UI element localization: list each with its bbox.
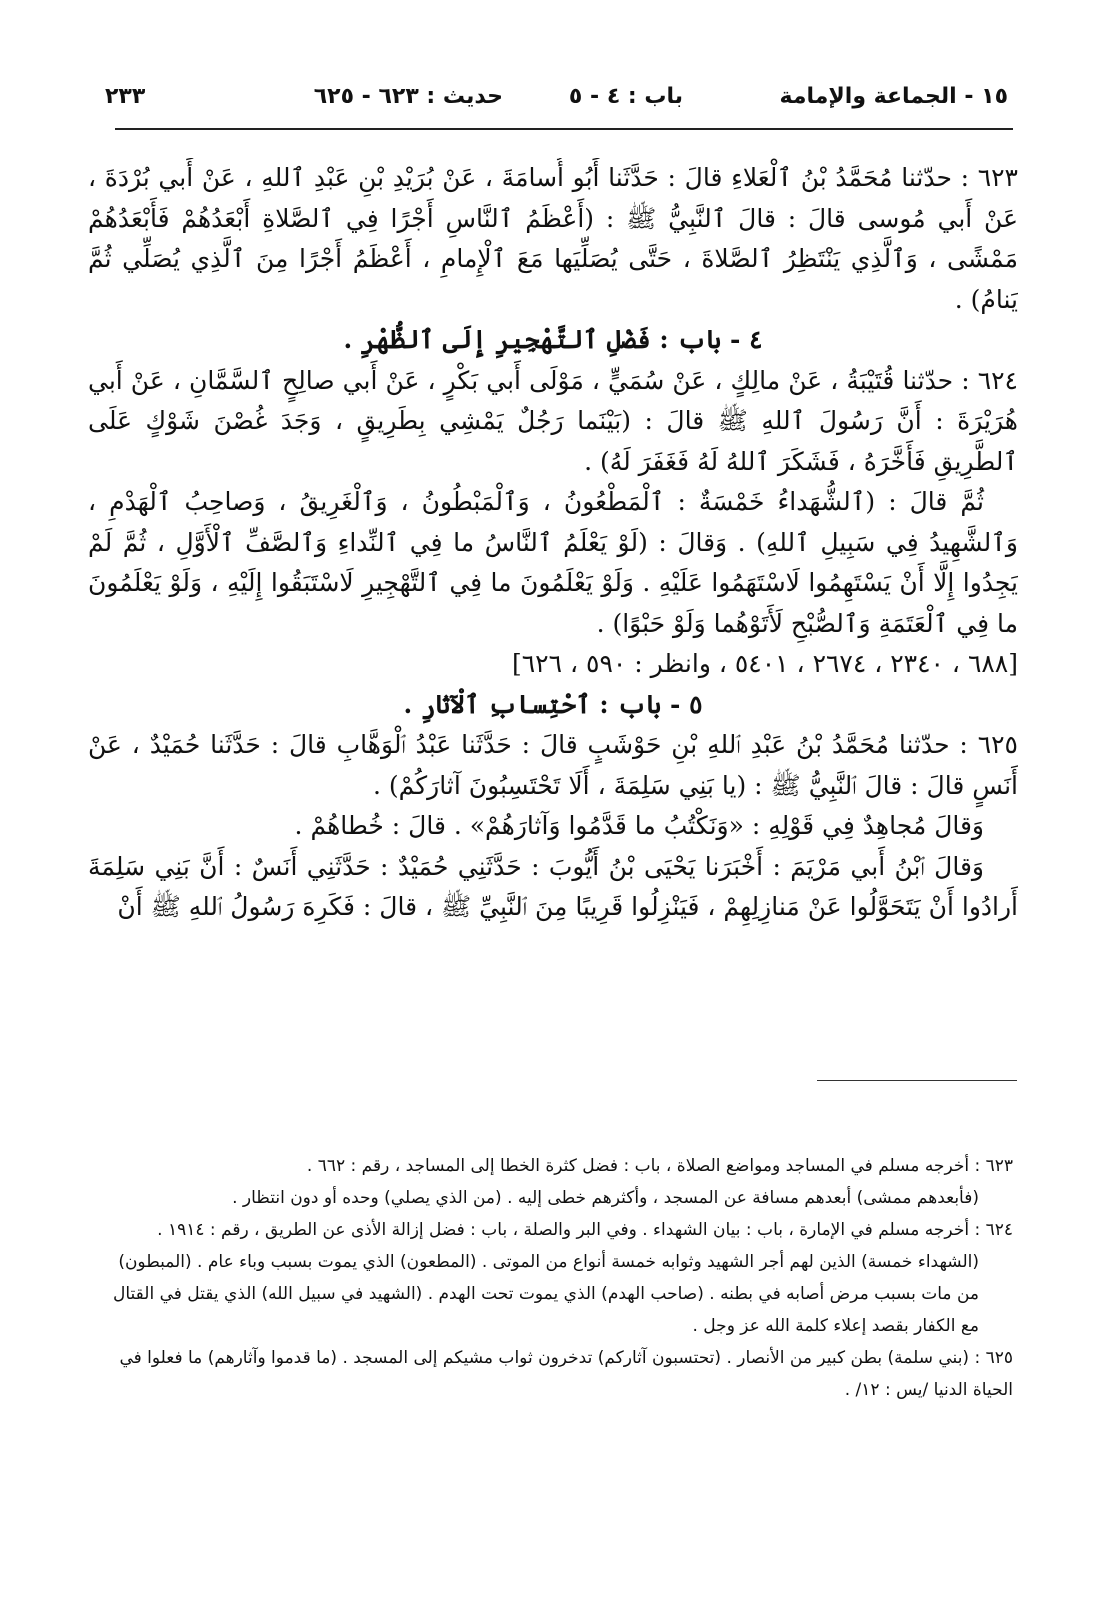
hadith-624-continuation: ثُمَّ قالَ : (ٱلشُّهَداءُ خَمْسَةٌ : ٱلْمَطْعُونُ ، وَٱلْمَبْطُونُ ، وَٱلْغَرِيقُ ، وَصاحِبُ ٱلْهَدْمِ ، وَٱلشَّهِيدُ فِي سَبِيلِ ٱللهِ) . وَقالَ : (لَوْ يَعْلَمُ ٱلنَّاسُ ما فِي ٱلنِّداءِ وَٱلصَّفِّ ٱلْأَوَّلِ ، ثُمَّ لَمْ يَجِدُوا إِلَّا أَنْ يَسْتَهِمُوا لَاسْتَهَمُوا عَلَيْهِ . وَلَوْ يَعْلَمُونَ ما فِي ٱلتَّهْجِيرِ لَاسْتَبَقُوا إِلَيْهِ ، وَلَوْ يَعْلَمُونَ ما فِي ٱلْعَتَمَةِ وَٱلصُّبْحِ لَأَتَوْهُما وَلَوْ حَبْوًا) . xyxy=(88,487,1018,638)
page-number: ٢٣٣ xyxy=(105,84,146,109)
chapter-title: ١٥ - الجماعة والإمامة xyxy=(779,84,1008,109)
footnote-624: ٦٢٤ : أخرجه مسلم في الإمارة ، باب : بيان الشهداء . وفي البر والصلة ، باب : فضل إزالة الأذى عن الطريق ، رقم : ١٩١٤ . xyxy=(157,1220,1013,1240)
running-header xyxy=(105,70,1008,114)
footnote-625: ٦٢٥ : (بني سلمة) بطن كبير من الأنصار . (تحتسبون آثاركم) تدخرون ثواب مشيكم إلى المسجد . (ما قدموا وآثارهم) ما فعلوا في الحياة الدنيا /يس : ١٢/ . xyxy=(119,1348,1013,1400)
hadith-623: ٦٢٣ : حدّثنا مُحَمَّدُ بْنُ ٱلْعَلاءِ قالَ : حَدَّثَنا أَبُو أُسامَةَ ، عَنْ بُرَيْدِ بْنِ عَبْدِ ٱللهِ ، عَنْ أَبي بُرْدَةَ ، عَنْ أَبي مُوسى قالَ : قالَ ٱلنَّبِيُّ ﷺ : (أَعْظَمُ ٱلنَّاسِ أَجْرًا فِي ٱلصَّلاةِ أَبْعَدُهُمْ فَأَبْعَدُهُمْ مَمْشًى ، وَٱلَّذِي يَنْتَظِرُ ٱلصَّلاةَ ، حَتَّى يُصَلِّيَها مَعَ ٱلْإِمامِ ، أَعْظَمُ أَجْرًا مِنَ ٱلَّذِي يُصَلِّي ثُمَّ يَنامُ) . xyxy=(88,163,1018,314)
ibn-abi-maryam-narration: وَقالَ ٱبْنُ أَبي مَرْيَمَ : أَخْبَرَنا يَحْيَى بْنُ أَيُّوبَ : حَدَّثَنِي حُمَيْدٌ : حَدَّثَنِي أَنَسٌ : أَنَّ بَنِي سَلِمَةَ أَرادُوا أَنْ يَتَحَوَّلُوا عَنْ مَنازِلِهِمْ ، فَيَنْزِلُوا قَرِيبًا مِنَ ٱلنَّبِيِّ ﷺ ، قالَ : فَكَرِهَ رَسُولُ ٱللهِ ﷺ أَنْ xyxy=(88,851,1018,921)
footnote-623-gloss: (فأبعدهم ممشى) أبعدهم مسافة عن المسجد ، وأكثرهم خطى إليه . (من الذي يصلي) وحده أو دون انتظار . xyxy=(232,1188,979,1208)
hadith-range: حديث : ٦٢٣ - ٦٢٥ xyxy=(313,84,503,109)
chapter-heading-5: ٥ - باب : ٱحْتِسابِ ٱلْآثارِ . xyxy=(403,689,703,719)
main-text xyxy=(88,158,1018,1063)
header-rule xyxy=(115,128,1013,130)
cross-references: [٦٨٨ ، ٢٣٤٠ ، ٢٦٧٤ ، ٥٤٠١ ، وانظر : ٥٩٠ ، ٦٢٦] xyxy=(511,649,1018,678)
footnote-624-gloss: (الشهداء خمسة) الذين لهم أجر الشهيد وثوابه خمسة أنواع من الموتى . (المطعون) الذي يموت بسبب وباء عام . (المبطون) من مات بسبب مرض أصابه في بطنه . (صاحب الهدم) الذي يموت تحت الهدم . (الشهيد في سبيل الله) الذي يقتل في القتال مع الكفار بقصد إعلاء كلمة الله عز وجل . xyxy=(113,1252,979,1336)
bab-range: باب : ٤ - ٥ xyxy=(568,84,683,109)
footnote-rule xyxy=(817,1080,1017,1081)
mujahid-commentary: وَقالَ مُجاهِدٌ فِي قَوْلِهِ : «وَنَكْتُبُ ما قَدَّمُوا وَآثارَهُمْ» . قالَ : خُطاهُمْ . xyxy=(294,811,984,840)
footnote-623: ٦٢٣ : أخرجه مسلم في المساجد ومواضع الصلاة ، باب : فضل كثرة الخطا إلى المساجد ، رقم : ٦٦٢ . xyxy=(306,1156,1013,1176)
hadith-625: ٦٢٥ : حدّثنا مُحَمَّدُ بْنُ عَبْدِ ٱللهِ بْنِ حَوْشَبٍ قالَ : حَدَّثَنا عَبْدُ ٱلْوَهَّابِ قالَ : حَدَّثَنا حُمَيْدٌ ، عَنْ أَنَسٍ قالَ : قالَ ٱلنَّبِيُّ ﷺ : (يا بَنِي سَلِمَةَ ، أَلَا تَحْتَسِبُونَ آثارَكُمْ) . xyxy=(88,730,1018,800)
hadith-624: ٦٢٤ : حدّثنا قُتَيْبَةُ ، عَنْ مالِكٍ ، عَنْ سُمَيٍّ ، مَوْلَى أَبي بَكْرٍ ، عَنْ أَبي صالِحٍ ٱلسَّمَّانِ ، عَنْ أَبي هُرَيْرَةَ : أَنَّ رَسُولَ ٱللهِ ﷺ قالَ : (بَيْنَما رَجُلٌ يَمْشِي بِطَرِيقٍ ، وَجَدَ غُصْنَ شَوْكٍ عَلَى ٱلطَّرِيقِ فَأَخَّرَهُ ، فَشَكَرَ ٱللهُ لَهُ فَغَفَرَ لَهُ) . xyxy=(88,365,1018,476)
chapter-heading-4: ٤ - باب : فَضْلِ ٱلتَّهْجِيرِ إِلَى ٱلظُّهْرِ . xyxy=(343,325,763,354)
footnotes xyxy=(100,1150,1013,1530)
